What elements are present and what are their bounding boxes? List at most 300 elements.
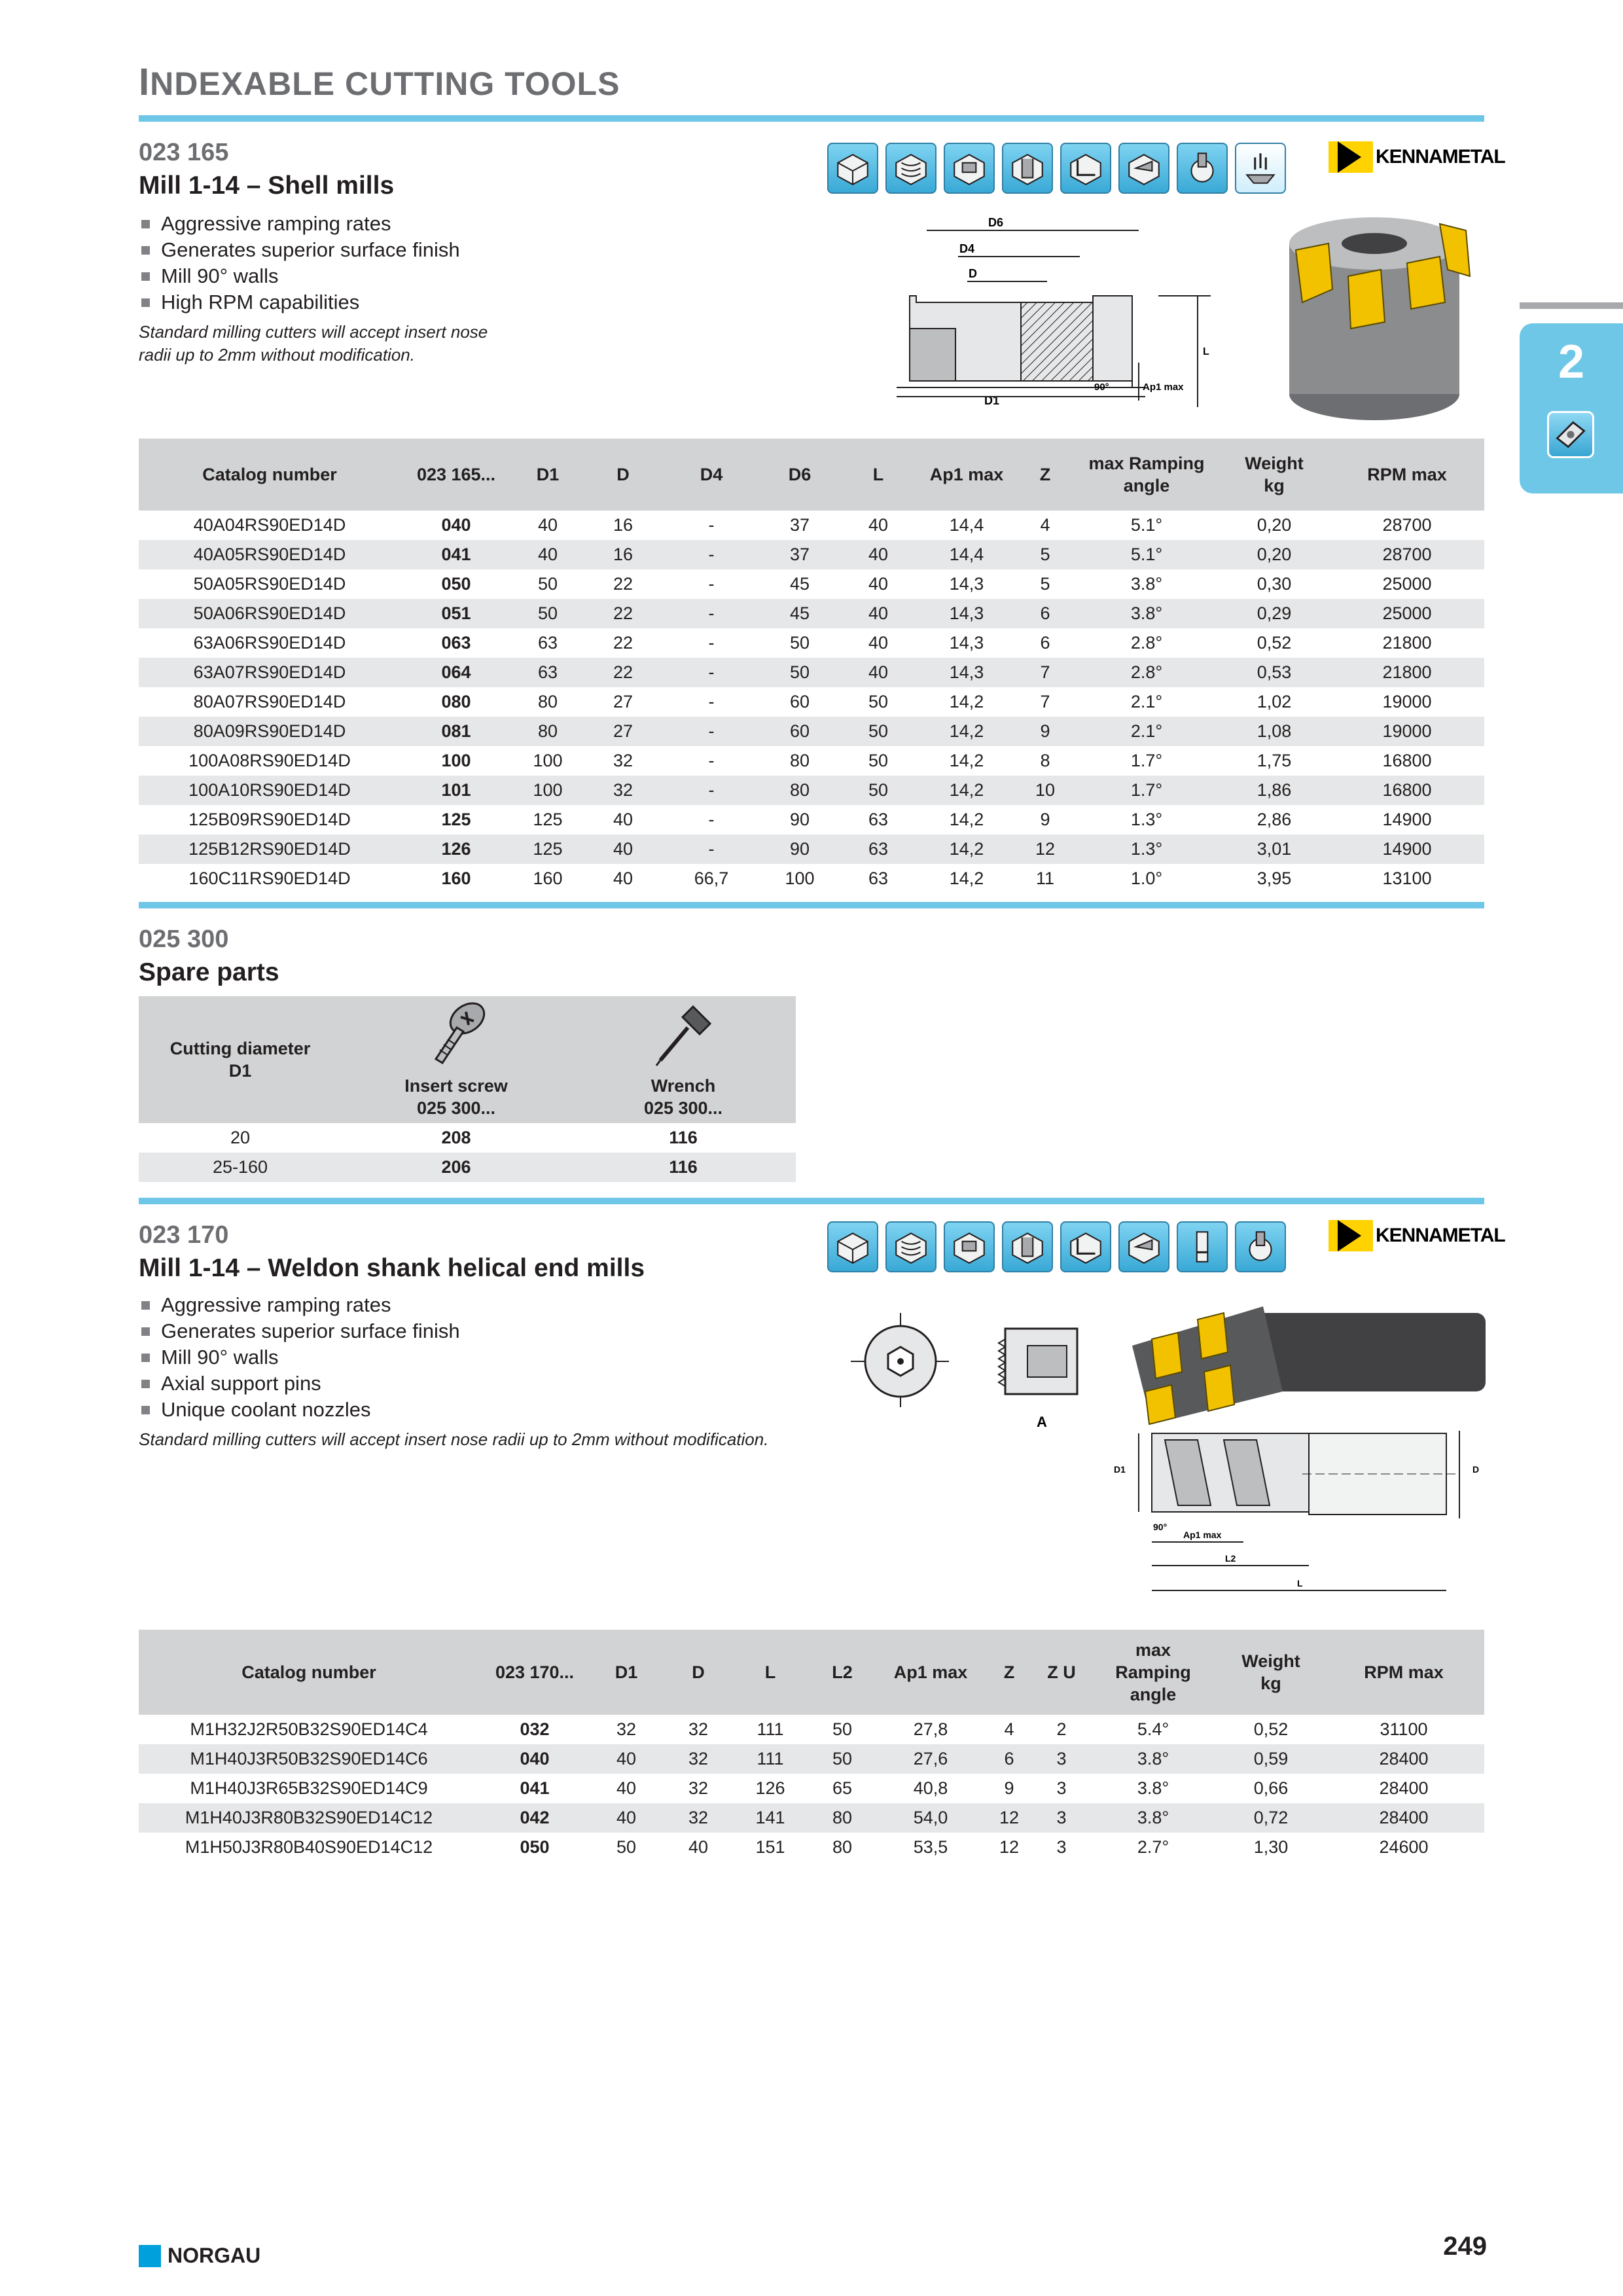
- table-cell: 40: [868, 574, 889, 594]
- table-cell: 126: [755, 1778, 785, 1798]
- svg-text:90°: 90°: [1153, 1522, 1168, 1532]
- table-cell: 32: [662, 1744, 734, 1774]
- svg-text:Ap1 max: Ap1 max: [1143, 382, 1184, 393]
- col-ap1: Ap1 max: [918, 439, 1016, 511]
- norgau-logo: NORGAU: [139, 2244, 260, 2268]
- table-cell: 0,53: [1219, 658, 1330, 687]
- table-cell: 16800: [1330, 776, 1484, 805]
- table-cell: 042: [479, 1803, 590, 1833]
- col-code: 023 165...: [401, 439, 512, 511]
- table-cell: 125: [533, 810, 563, 829]
- end-mill-technical-drawing: [1113, 1427, 1486, 1610]
- table-cell: 9: [1004, 1778, 1014, 1798]
- table-row: [139, 1774, 1484, 1803]
- table-cell: 40: [839, 658, 918, 687]
- col-rpm: RPM max: [1323, 1630, 1484, 1715]
- table-cell: 12: [983, 1803, 1035, 1833]
- coolant-icon: [1235, 143, 1286, 194]
- table-cell: 2,86: [1257, 810, 1292, 829]
- table-cell: 063: [441, 633, 471, 653]
- table-cell: 8: [1040, 751, 1050, 770]
- table-cell: 13100: [1382, 869, 1432, 888]
- page-number: 249: [1443, 2232, 1487, 2261]
- table-cell: 65: [832, 1778, 853, 1798]
- table-row: [139, 717, 1484, 746]
- side-tab-line: [1520, 302, 1623, 309]
- table-cell: 45: [789, 574, 810, 594]
- table-cell: 60: [789, 692, 810, 711]
- table-cell: 21800: [1382, 633, 1432, 653]
- svg-text:L2: L2: [1225, 1553, 1236, 1564]
- table-cell: 16: [613, 515, 633, 535]
- table-cell: 4: [1040, 515, 1050, 535]
- table-cell: 126: [401, 834, 512, 864]
- svg-text:D: D: [1472, 1464, 1480, 1475]
- table-cell: 050: [520, 1837, 550, 1857]
- table-cell: 14,2: [918, 717, 1016, 746]
- table-cell: 6: [1040, 633, 1050, 653]
- plunge-icon: [1177, 1221, 1228, 1272]
- shell-mill-technical-drawing: [897, 211, 1237, 440]
- table-cell: 19000: [1382, 692, 1432, 711]
- table-cell: 40: [868, 633, 889, 653]
- table-cell: -: [708, 574, 715, 594]
- table-cell: 66,7: [694, 869, 729, 888]
- table-cell: 1.7°: [1075, 776, 1219, 805]
- table-cell: 14900: [1382, 810, 1432, 829]
- table-cell: -: [662, 834, 760, 864]
- section1-application-icons: [827, 143, 1286, 194]
- table-cell: 28400: [1323, 1744, 1484, 1774]
- table-cell: 041: [401, 540, 512, 569]
- insert-icon: [1547, 411, 1594, 458]
- table-cell: 40: [590, 1744, 662, 1774]
- col-catalog-number: Catalog number: [139, 1630, 479, 1715]
- col-d: D: [584, 439, 662, 511]
- svg-text:D6: D6: [988, 216, 1004, 229]
- table-cell: 50: [806, 1744, 878, 1774]
- kennametal-mark-icon: [1329, 1220, 1373, 1251]
- table-cell: 14,2: [949, 751, 984, 770]
- page-header-title: INDEXABLE CUTTING TOOLS: [139, 61, 620, 103]
- table-cell: 63: [512, 658, 584, 687]
- col-ramping: max Ramping angle: [1088, 1630, 1219, 1715]
- table-cell: 16: [584, 540, 662, 569]
- table-row: [139, 776, 1484, 805]
- table-row: [139, 834, 1484, 864]
- table-cell: 3.8°: [1130, 574, 1163, 594]
- table-cell: 14,2: [949, 692, 984, 711]
- table-cell: 22: [584, 599, 662, 628]
- kennametal-logo-2: KENNAMETAL: [1329, 1220, 1505, 1251]
- table-cell: 63: [868, 869, 889, 888]
- table-cell: 63: [537, 633, 558, 653]
- table-row: [139, 1715, 1484, 1744]
- table-cell: 22: [584, 658, 662, 687]
- shoulder-milling-icon: [1060, 143, 1111, 194]
- table-cell: 40: [537, 515, 558, 535]
- table-cell: 125: [512, 834, 584, 864]
- section2-code: 025 300: [139, 925, 229, 953]
- col-rpm: RPM max: [1330, 439, 1484, 511]
- table-cell: 2.7°: [1137, 1837, 1169, 1857]
- table-cell: 14,3: [918, 599, 1016, 628]
- table-cell: 0,52: [1257, 633, 1292, 653]
- table-cell: 111: [734, 1744, 806, 1774]
- table-cell: 1.3°: [1130, 810, 1163, 829]
- table-cell: 54,0: [878, 1803, 983, 1833]
- table-cell: 1,02: [1257, 692, 1292, 711]
- ramping-icon: [1118, 143, 1169, 194]
- bullet-item: Mill 90° walls: [139, 263, 460, 289]
- table-cell: 10: [1016, 776, 1075, 805]
- table-cell: 0,66: [1253, 1778, 1289, 1798]
- col-l: L: [734, 1630, 806, 1715]
- section3-note: Standard milling cutters will accept insert nose radii up to 2mm without modification.: [139, 1429, 769, 1449]
- insert-screw-icon: [420, 997, 492, 1069]
- table-cell: -: [662, 540, 760, 569]
- table-cell: 32: [688, 1719, 709, 1739]
- table-row: 20 208 116: [230, 1128, 698, 1147]
- table-cell: 63A06RS90ED14D: [193, 633, 346, 653]
- col-d6: D6: [760, 439, 839, 511]
- table-cell: -: [662, 717, 760, 746]
- table-cell: 1,08: [1219, 717, 1330, 746]
- bore-milling-icon: [1235, 1221, 1286, 1272]
- table-cell: 5.4°: [1137, 1719, 1169, 1739]
- table-cell: 80: [832, 1837, 853, 1857]
- table-cell: 24600: [1379, 1837, 1429, 1857]
- table-cell: 100: [785, 869, 815, 888]
- kennametal-logo-1: KENNAMETAL: [1329, 141, 1505, 173]
- table-cell: 041: [520, 1778, 550, 1798]
- table-cell: 37: [789, 515, 810, 535]
- table-cell: 100A10RS90ED14D: [139, 776, 401, 805]
- table-row: [139, 599, 1484, 628]
- table-cell: 40: [590, 1803, 662, 1833]
- table-cell: 100A08RS90ED14D: [188, 751, 351, 770]
- table-cell: 5: [1040, 574, 1050, 594]
- table-cell: 28400: [1323, 1803, 1484, 1833]
- col-z: Z: [983, 1630, 1035, 1715]
- table-cell: 2: [1056, 1719, 1067, 1739]
- table-cell: 50A06RS90ED14D: [139, 599, 401, 628]
- table-cell: 40: [868, 515, 889, 535]
- col-insert-screw: Insert screw 025 300...: [342, 996, 571, 1123]
- svg-text:D: D: [969, 267, 977, 280]
- table-cell: 12: [999, 1837, 1020, 1857]
- table-cell: 3: [1056, 1778, 1067, 1798]
- col-l2: L2: [806, 1630, 878, 1715]
- table-cell: 50: [839, 776, 918, 805]
- table-cell: 4: [1004, 1719, 1014, 1739]
- table-row: [139, 540, 1484, 569]
- table-cell: 051: [401, 599, 512, 628]
- face-milling-icon: [827, 1221, 878, 1272]
- table-cell: 080: [441, 692, 471, 711]
- pocket-milling-icon: [944, 1221, 995, 1272]
- table-cell: 100: [512, 776, 584, 805]
- col-cutting-diameter: Cutting diameter D1: [139, 996, 342, 1123]
- table-cell: 32: [616, 1719, 637, 1739]
- table-cell: 125B12RS90ED14D: [139, 834, 401, 864]
- bullet-item: Aggressive ramping rates: [139, 211, 460, 237]
- table-cell: 3.8°: [1137, 1778, 1169, 1798]
- table-cell: 0,29: [1219, 599, 1330, 628]
- bullet-item: Axial support pins: [139, 1371, 460, 1397]
- bullet-item: High RPM capabilities: [139, 289, 460, 315]
- helical-milling-icon: [885, 1221, 936, 1272]
- spare-parts-table: [139, 996, 796, 1182]
- table-cell: -: [708, 515, 715, 535]
- table-cell: 1,75: [1257, 751, 1292, 770]
- table-cell: M1H32J2R50B32S90ED14C4: [190, 1719, 428, 1739]
- col-z: Z: [1016, 439, 1075, 511]
- table-cell: 40,8: [913, 1778, 948, 1798]
- table-cell: 14,3: [949, 574, 984, 594]
- table-cell: 80A09RS90ED14D: [139, 717, 401, 746]
- table-cell: 80: [789, 751, 810, 770]
- svg-text:D4: D4: [959, 242, 975, 255]
- table-cell: 45: [760, 599, 839, 628]
- bore-milling-icon: [1177, 143, 1228, 194]
- table-cell: 50: [616, 1837, 637, 1857]
- section2-title: Spare parts: [139, 958, 279, 986]
- table-cell: 3,01: [1219, 834, 1330, 864]
- end-mill-photo: [1126, 1293, 1492, 1431]
- table-cell: 0,30: [1257, 574, 1292, 594]
- svg-text:L: L: [1203, 346, 1209, 357]
- table-cell: 22: [613, 574, 633, 594]
- table-cell: 80A07RS90ED14D: [193, 692, 346, 711]
- table-cell: 9: [1016, 717, 1075, 746]
- table-cell: 40: [613, 869, 633, 888]
- table-cell: M1H40J3R65B32S90ED14C9: [190, 1778, 428, 1798]
- col-d1: D1: [512, 439, 584, 511]
- helical-milling-icon: [885, 143, 936, 194]
- table-cell: 60: [760, 717, 839, 746]
- section3-bullets: [139, 1292, 460, 1423]
- svg-text:90°: 90°: [1094, 382, 1109, 393]
- col-weight: Weight kg: [1219, 1630, 1323, 1715]
- table-cell: 1.3°: [1075, 834, 1219, 864]
- table-cell: 80: [760, 776, 839, 805]
- table-row: [139, 1744, 1484, 1774]
- table-cell: 5.1°: [1075, 540, 1219, 569]
- table-cell: 1,30: [1253, 1837, 1289, 1857]
- table-cell: 160C11RS90ED14D: [188, 869, 351, 888]
- section1-code: 023 165: [139, 139, 229, 166]
- col-ap1: Ap1 max: [878, 1630, 983, 1715]
- table-cell: 40: [839, 540, 918, 569]
- table-cell: -: [662, 776, 760, 805]
- table-cell: 21800: [1330, 658, 1484, 687]
- table-cell: 2.1°: [1075, 717, 1219, 746]
- side-tab-number: 2: [1558, 336, 1585, 388]
- table-cell: 100: [533, 751, 563, 770]
- table-cell: 14,2: [918, 834, 1016, 864]
- header-rule: [139, 115, 1484, 122]
- table-row: [139, 1833, 1484, 1862]
- table-row: [139, 1803, 1484, 1833]
- table-cell: 111: [757, 1719, 784, 1739]
- table-cell: 081: [401, 717, 512, 746]
- table-cell: 7: [1040, 692, 1050, 711]
- pocket-milling-icon: [944, 143, 995, 194]
- shell-mill-photo: [1276, 204, 1479, 427]
- table-cell: 160: [441, 869, 471, 888]
- section1-bottom-rule: [139, 902, 1484, 908]
- table-cell: 101: [401, 776, 512, 805]
- table-row: [139, 746, 1484, 776]
- table-cell: 1,86: [1219, 776, 1330, 805]
- table-cell: M1H50J3R80B40S90ED14C12: [185, 1837, 433, 1857]
- svg-text:D1: D1: [1114, 1464, 1126, 1475]
- table-row: 25-160 206 116: [139, 1153, 796, 1182]
- svg-text:A: A: [1037, 1414, 1047, 1430]
- table-cell: 6: [1016, 599, 1075, 628]
- table-cell: 40A04RS90ED14D: [193, 515, 346, 535]
- table-cell: 37: [760, 540, 839, 569]
- shell-mills-table: [139, 439, 1484, 893]
- table-cell: 40A05RS90ED14D: [139, 540, 401, 569]
- table-cell: 50: [760, 658, 839, 687]
- table-cell: 14,2: [949, 869, 984, 888]
- end-mill-detail-drawing: [851, 1309, 1099, 1433]
- table-row: [139, 511, 1484, 540]
- table-cell: 32: [662, 1803, 734, 1833]
- table-row: [139, 569, 1484, 599]
- table-cell: 14,2: [918, 776, 1016, 805]
- table-cell: 50: [789, 633, 810, 653]
- col-wrench: Wrench 025 300...: [571, 996, 796, 1123]
- face-milling-icon: [827, 143, 878, 194]
- table-cell: 3.8°: [1088, 1803, 1219, 1833]
- table-cell: 040: [441, 515, 471, 535]
- table-cell: 0,20: [1257, 515, 1292, 535]
- col-catalog-number: Catalog number: [139, 439, 401, 511]
- table-cell: 125: [441, 810, 471, 829]
- col-l: L: [839, 439, 918, 511]
- table-cell: 160: [533, 869, 563, 888]
- table-cell: 032: [520, 1719, 550, 1739]
- table-cell: 3.8°: [1088, 1744, 1219, 1774]
- slot-milling-icon: [1002, 143, 1053, 194]
- table-cell: 80: [806, 1803, 878, 1833]
- table-cell: 32: [688, 1778, 709, 1798]
- table-cell: 2.8°: [1075, 658, 1219, 687]
- table-cell: -: [708, 633, 715, 653]
- table-cell: 50: [868, 692, 889, 711]
- table-cell: 50: [868, 751, 889, 770]
- ramping-icon: [1118, 1221, 1169, 1272]
- table-cell: -: [708, 751, 715, 770]
- table-cell: 0,52: [1253, 1719, 1289, 1739]
- bullet-item: Aggressive ramping rates: [139, 1292, 460, 1318]
- table-cell: 0,20: [1219, 540, 1330, 569]
- table-cell: M1H40J3R50B32S90ED14C6: [139, 1744, 479, 1774]
- col-weight: Weight kg: [1219, 439, 1330, 511]
- section2-bottom-rule: [139, 1198, 1484, 1204]
- table-row: [139, 687, 1484, 717]
- table-cell: 1.0°: [1130, 869, 1163, 888]
- table-cell: 32: [613, 751, 633, 770]
- table-cell: 12: [1016, 834, 1075, 864]
- section1-title: Mill 1-14 – Shell mills: [139, 171, 395, 200]
- table-cell: 63: [839, 834, 918, 864]
- shoulder-milling-icon: [1060, 1221, 1111, 1272]
- table-cell: 32: [584, 776, 662, 805]
- table-cell: 3: [1035, 1744, 1088, 1774]
- table-cell: 3: [1056, 1837, 1067, 1857]
- table-cell: 064: [401, 658, 512, 687]
- table-cell: -: [662, 599, 760, 628]
- col-ramping: max Ramping angle: [1075, 439, 1219, 511]
- table-cell: 14900: [1330, 834, 1484, 864]
- table-cell: 28700: [1330, 540, 1484, 569]
- table-cell: 40: [616, 1778, 637, 1798]
- table-cell: 50: [839, 717, 918, 746]
- table-cell: 80: [512, 717, 584, 746]
- table-cell: 27,8: [913, 1719, 948, 1739]
- end-mills-table-body: [139, 1715, 1484, 1862]
- table-cell: -: [708, 692, 715, 711]
- table-cell: 151: [755, 1837, 785, 1857]
- norgau-square-icon: [139, 2245, 161, 2267]
- table-cell: M1H40J3R80B32S90ED14C12: [139, 1803, 479, 1833]
- table-cell: 14,3: [949, 633, 984, 653]
- wrench-icon: [647, 997, 719, 1069]
- col-zu: Z U: [1035, 1630, 1088, 1715]
- section1-note: Standard milling cutters will accept insert nose radii up to 2mm without modification.: [139, 322, 488, 365]
- table-cell: 14,4: [949, 515, 984, 535]
- table-row: [139, 628, 1484, 658]
- table-row: [139, 805, 1484, 834]
- table-cell: 141: [734, 1803, 806, 1833]
- bullet-item: Generates superior surface finish: [139, 1318, 460, 1344]
- table-cell: 63A07RS90ED14D: [139, 658, 401, 687]
- table-cell: 050: [441, 574, 471, 594]
- table-row: [139, 864, 1484, 893]
- bullet-item: Generates superior surface finish: [139, 237, 460, 263]
- table-cell: 14,3: [918, 658, 1016, 687]
- table-cell: 40: [584, 834, 662, 864]
- section3-title: Mill 1-14 – Weldon shank helical end mills: [139, 1254, 645, 1282]
- table-cell: 40: [688, 1837, 709, 1857]
- table-row: [139, 658, 1484, 687]
- table-cell: 11: [1035, 869, 1055, 888]
- table-cell: 1.7°: [1130, 751, 1163, 770]
- table-cell: 25000: [1382, 574, 1432, 594]
- table-cell: 3,95: [1257, 869, 1292, 888]
- bullet-item: Mill 90° walls: [139, 1344, 460, 1371]
- shell-mills-table-body: [139, 511, 1484, 893]
- col-d: D: [662, 1630, 734, 1715]
- svg-text:D1: D1: [984, 394, 1000, 407]
- table-cell: 22: [613, 633, 633, 653]
- table-cell: 28400: [1379, 1778, 1429, 1798]
- table-cell: 90: [789, 810, 810, 829]
- kennametal-mark-icon: [1329, 141, 1373, 173]
- table-cell: 3: [1035, 1803, 1088, 1833]
- table-cell: 40: [613, 810, 633, 829]
- table-cell: 16800: [1382, 751, 1432, 770]
- table-cell: 2.1°: [1130, 692, 1163, 711]
- table-cell: 53,5: [913, 1837, 948, 1857]
- table-cell: 40: [839, 599, 918, 628]
- table-cell: 7: [1016, 658, 1075, 687]
- table-cell: 14,4: [918, 540, 1016, 569]
